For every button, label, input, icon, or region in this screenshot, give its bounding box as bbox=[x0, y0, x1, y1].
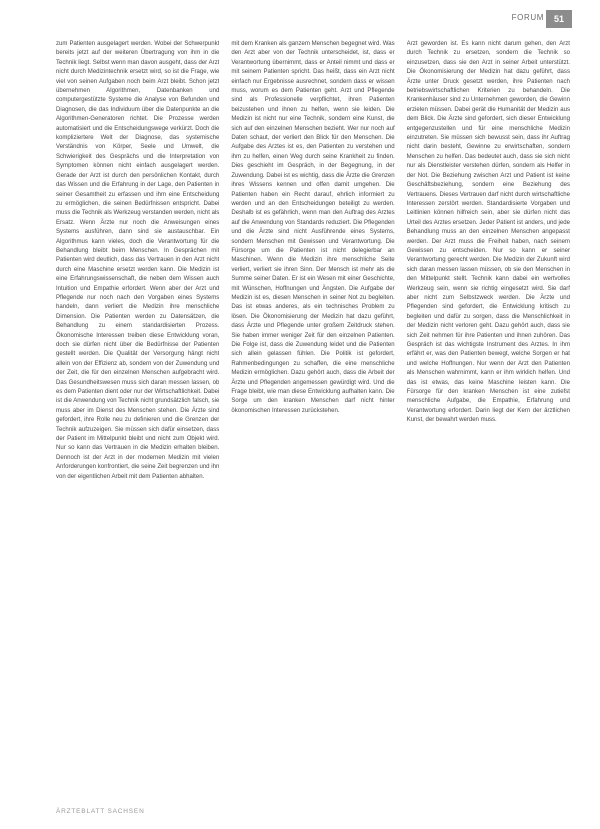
text-column-1 bbox=[56, 40, 219, 810]
page-footer: ÄRZTEBLATT SACHSEN bbox=[56, 808, 145, 815]
column-2-text: mit dem Kranken als ganzem Menschen begegnet wird. Was den Arzt aber von der Technik unterscheidet, ist, dass er Verantwortung übernimmt, dass er Anteil nimmt und dass er mit seinem Patienten spricht. Das heißt, dass ein Arzt nicht einfach nur Ergebnisse ausrechnet, sondern dass er wissen muss, worum es dem Patienten geht. Arzt und Pflegende sind als Professionelle verpflichtet, ihren Patienten beizustehen und ihnen zu helfen, wenn sie leiden. Die Medizin ist nicht nur eine Technik, sondern eine Kunst, die sich auf den einzelnen Menschen bezieht. Wer nur noch auf Daten schaut, der verliert den Blick für den Menschen. Die Aufgabe des Arztes ist es, den Patienten zu verstehen und ihm zu helfen, einen Weg durch seine Krankheit zu finden. Dies geschieht im Gespräch, in der Begegnung, in der Zuwendung. Dabei ist es wichtig, dass die Ärzte die Grenzen ihres Wissens kennen und offen damit umgehen. Die Patienten haben ein Recht darauf, ehrlich informiert zu werden und an den Entscheidungen beteiligt zu werden. Deshalb ist es gefährlich, wenn man den Auftrag des Arztes auf die Anwendung von Standards reduziert. Die Pflegenden und die Ärzte sind nicht Ausführende eines Systems, sondern Menschen mit Gewissen und Verantwortung. Die Fürsorge um die Patienten ist nicht delegierbar an Maschinen. Wenn die Medizin ihre menschliche Seite verliert, verliert sie ihren Sinn. Der Mensch ist mehr als die Summe seiner Daten. Er ist ein Wesen mit einer Geschichte, mit Wünschen, Hoffnungen und Ängsten. Die Aufgabe der Medizin ist es, diesen Menschen in seiner Not zu begleiten. Das ist etwas anderes, als ein technisches Problem zu lösen. Die Ökonomisierung der Medizin hat dazu geführt, dass Ärzte und Pflegende unter großem Zeitdruck stehen. Sie haben immer weniger Zeit für den einzelnen Patienten. Die Folge ist, dass die Zuwendung leidet und die Patienten sich allein gelassen fühlen. Die Politik ist gefordert, Rahmenbedingungen zu schaffen, die eine menschliche Medizin ermöglichen. Dazu gehört auch, dass die Arbeit der Ärzte und Pflegenden angemessen gewürdigt wird. Und die Frage bleibt, wie man diese Entwicklung aufhalten kann. Die Sorge um den kranken Menschen darf nicht hinter ökonomischen Interessen zurückstehen. bbox=[231, 41, 395, 414]
column-1-text: zum Patienten ausgelagert werden. Wobei der Schwerpunkt bereits jetzt auf der weiteren Übertragung von ihm in die Technik liegt. Selbst wenn man davon ausgeht, dass der Arzt nicht durch Medizintechnik ersetzt wird, so ist die Frage, wie viel von seinen Aufgaben noch beim Arzt bleibt. Schon jetzt übernehmen Algorithmen, Datenbanken und computergestützte Systeme die Analyse von Befunden und Diagnosen, die das Individuum über die Datenpunkte an die Algorithmen-Generatoren richtet. Die Prozesse werden automatisiert und die Entscheidungswege verkürzt. Doch die kompliziertere Welt der Diagnose, das systemische Verständnis von Körper, Seele und Umwelt, die Schwierigkeit des Gesprächs und die Interpretation von Symptomen können nicht einfach ausgelagert werden. Gerade der Arzt ist durch den persönlichen Kontakt, durch das Wissen und die Erfahrung in der Lage, den Patienten in seiner Gesamtheit zu erfassen und ihm eine Entscheidung zu ermöglichen, die seinen Bedürfnissen entspricht. Dabei muss die Technik als Werkzeug verstanden werden, nicht als Ersatz. Wenn Ärzte nur noch die Anweisungen eines Systems ausführen, dann sind sie austauschbar. Ein Algorithmus kann vieles, doch die Verantwortung für die Behandlung bleibt beim Menschen. In Gesprächen mit Patienten wird deutlich, dass das Vertrauen in den Arzt nicht durch eine Maschine ersetzt werden kann. Die Medizin ist eine Erfahrungswissenschaft, die neben dem Wissen auch Intuition und Empathie erfordert. Wenn aber der Arzt und Pflegende nur noch nach den Vorgaben eines Systems handeln, dann verliert die Medizin ihre menschliche Dimension. Die Patienten werden zu Datensätzen, die Behandlung zu einem standardisierten Prozess. Ökonomische Interessen treiben diese Entwicklung voran, doch sie dürfen nicht über die Bedürfnisse der Patienten gestellt werden. Die Qualität der Versorgung hängt nicht allein von der Effizienz ab, sondern von der Zuwendung und der Zeit, die für den einzelnen Menschen aufgebracht wird. Das Gesundheitswesen muss sich daran messen lassen, ob es dem Patienten dient oder nur der Wirtschaftlichkeit. Dabei ist die Anwendung von Technik nicht grundsätzlich falsch, sie muss aber im Dienst des Menschen stehen. Die Ärzte sind gefordert, ihre Rolle neu zu definieren und die Grenzen der Technik aufzuzeigen. Sie müssen sich dafür einsetzen, dass der Patient im Mittelpunkt bleibt und nicht zum Objekt wird. Nur so kann das Vertrauen in die Medizin erhalten bleiben. Dennoch ist der Arzt in der modernen Medizin mit vielen Anforderungen konfrontiert, die seine Zeit begrenzen und ihn von der eigentlichen Arbeit mit dem Patienten abhalten. bbox=[56, 41, 220, 480]
text-column-3 bbox=[407, 40, 570, 810]
column-3-text: Arzt geworden ist. Es kann nicht darum gehen, den Arzt durch Technik zu ersetzen, sondern die Technik so einzusetzen, dass sie den Arzt in seiner Arbeit unterstützt. Die Ökonomisierung der Medizin hat dazu geführt, dass Ärzte unter Druck gesetzt werden, ihre Patienten nach betriebswirtschaftlichen Kriterien zu behandeln. Die Krankenhäuser sind zu Unternehmen geworden, die Gewinn erzielen müssen. Dabei gerät die Humanität der Medizin aus dem Blick. Die Ärzte sind gefordert, sich dieser Entwicklung entgegenzustellen und für eine menschliche Medizin einzutreten. Sie müssen sich bewusst sein, dass ihr Auftrag nicht darin besteht, Gewinne zu erwirtschaften, sondern Menschen zu helfen. Das bedeutet auch, dass sie sich nicht nur als Dienstleister verstehen dürfen, sondern als Helfer in der Not. Die Beziehung zwischen Arzt und Patient ist keine Geschäftsbeziehung, sondern eine Beziehung des Vertrauens. Dieses Vertrauen darf nicht durch wirtschaftliche Interessen zerstört werden. Standardisierte Vorgaben und Leitlinien können hilfreich sein, aber sie dürfen nicht das Urteil des Arztes ersetzen. Jeder Patient ist anders, und jede Behandlung muss an den einzelnen Menschen angepasst werden. Der Arzt muss die Freiheit haben, nach seinem Gewissen zu entscheiden. Nur so kann er seiner Verantwortung gerecht werden. Die Medizin der Zukunft wird sich daran messen lassen müssen, ob sie den Menschen in den Mittelpunkt stellt. Technik kann dabei ein wertvolles Werkzeug sein, wenn sie richtig eingesetzt wird. Sie darf aber nicht zum Selbstzweck werden. Die Ärzte und Pflegenden sind gefordert, die Entwicklung kritisch zu begleiten und dafür zu sorgen, dass die Menschlichkeit in der Medizin nicht verloren geht. Dazu gehört auch, dass sie sich Zeit nehmen für ihre Patienten und ihnen zuhören. Das Gespräch ist das wichtigste Instrument des Arztes. In ihm erfährt er, was den Patienten bewegt, welche Sorgen er hat und welche Hoffnungen. Nur wenn der Arzt den Patienten als Menschen wahrnimmt, kann er ihm wirklich helfen. Und das ist etwas, das keine Maschine leisten kann. Die Fürsorge für den kranken Menschen ist eine zutiefst menschliche Aufgabe, die Empathie, Erfahrung und Verantwortung erfordert. Darin liegt der Kern der ärztlichen Kunst, der bewahrt werden muss. bbox=[406, 41, 570, 424]
section-label: FORUM bbox=[511, 13, 544, 22]
text-column-2 bbox=[231, 40, 394, 810]
page-number-badge: 51 bbox=[546, 10, 572, 28]
text-columns bbox=[56, 40, 570, 810]
page-header bbox=[0, 0, 600, 40]
